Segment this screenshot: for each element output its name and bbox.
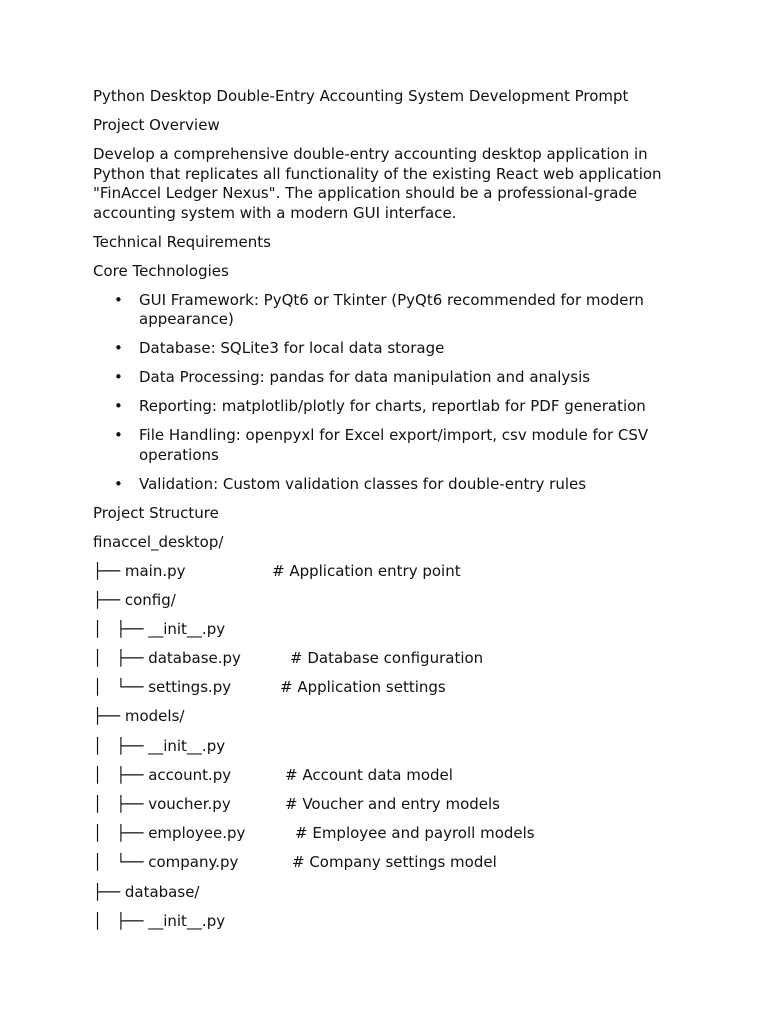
tree-entry-name: account.py — [148, 765, 232, 784]
tree-comment: # Account data model — [285, 765, 453, 784]
tree-branch: │ ├── — [93, 911, 149, 930]
tree-branch: │ ├── — [93, 765, 149, 784]
tree-branch: │ ├── — [93, 824, 149, 843]
tree-row — [93, 678, 683, 698]
list-item: • File Handling: openpyxl for Excel export/import, csv module for CSV operations — [114, 426, 649, 464]
tree-row — [93, 883, 683, 903]
tree-row — [93, 853, 683, 873]
list-item: • GUI Framework: PyQt6 or Tkinter (PyQt6 recommended for modern appearance) — [114, 290, 644, 328]
tree-branch: │ ├── — [93, 795, 149, 813]
core-heading: Core Technologies — [93, 261, 229, 280]
tree-row — [93, 562, 683, 582]
tree-entry-name: voucher.py — [148, 795, 231, 813]
tree-row — [93, 707, 683, 727]
tree-row — [93, 649, 683, 669]
bullet-icon: • — [114, 368, 123, 386]
tech-heading: Technical Requirements — [93, 232, 271, 251]
bullet-icon: • — [114, 397, 123, 415]
tree-entry-name: __init__.py — [148, 736, 226, 755]
tree-entry-name: main.py — [124, 561, 186, 580]
tree-row — [93, 795, 683, 815]
tree-entry-name: __init__.py — [148, 911, 226, 930]
tree-entry-name: company.py — [148, 853, 239, 872]
tree-comment: # Voucher and entry models — [285, 795, 500, 813]
tree-comment: # Application entry point — [272, 561, 461, 580]
core-technologies-list — [93, 291, 683, 495]
tree-row — [93, 766, 683, 786]
tree-entry-name: __init__.py — [148, 619, 226, 638]
bullet-icon: • — [114, 426, 123, 444]
tree-branch: ├── — [93, 561, 125, 580]
tree-entry-name: database/ — [124, 882, 200, 901]
tree-branch: ├── — [93, 590, 125, 609]
tree-comment: # Employee and payroll models — [295, 824, 535, 843]
tree-row — [93, 591, 683, 611]
tree-entry-name: models/ — [124, 707, 185, 726]
structure-heading: Project Structure — [93, 503, 219, 522]
overview-text: Develop a comprehensive double-entry accounting desktop application in Python that replicates all functionality of the existing React web application "FinAccel Ledger Nexus". The application should be a professional-grade accounting system with a modern GUI interface. — [93, 145, 662, 222]
list-item: • Data Processing: pandas for data manipulation and analysis — [114, 368, 591, 386]
tree-row — [93, 824, 683, 844]
tree-branch: │ ├── — [93, 619, 149, 638]
tree-entry-name: settings.py — [148, 678, 232, 697]
tree-row — [93, 620, 683, 640]
overview-heading: Project Overview — [93, 116, 220, 134]
tree-comment: # Database configuration — [290, 649, 484, 668]
list-item: • Reporting: matplotlib/plotly for charts, reportlab for PDF generation — [114, 397, 646, 415]
bullet-icon: • — [114, 290, 123, 309]
tree-branch: │ ├── — [93, 649, 149, 668]
tree-entry-name: database.py — [148, 649, 241, 668]
tree-branch: ├── — [93, 707, 125, 726]
bullet-icon: • — [114, 474, 123, 493]
project-tree — [93, 562, 683, 932]
tree-branch: ├── — [93, 882, 125, 901]
document-body — [93, 87, 683, 941]
tree-row — [93, 737, 683, 757]
tree-comment: # Application settings — [280, 678, 446, 697]
tree-branch: │ ├── — [93, 736, 149, 755]
tree-root: finaccel_desktop/ — [93, 532, 224, 551]
tree-comment: # Company settings model — [292, 853, 497, 872]
list-item: • Database: SQLite3 for local data storage — [114, 339, 445, 357]
bullet-icon: • — [114, 339, 123, 357]
tree-row — [93, 912, 683, 932]
tree-branch: │ └── — [93, 678, 149, 697]
tree-branch: │ └── — [93, 853, 149, 872]
document-title: Python Desktop Double-Entry Accounting System Development Prompt — [93, 87, 629, 105]
list-item: • Validation: Custom validation classes for double-entry rules — [114, 474, 587, 493]
tree-entry-name: config/ — [124, 590, 176, 609]
tree-entry-name: employee.py — [148, 824, 246, 843]
